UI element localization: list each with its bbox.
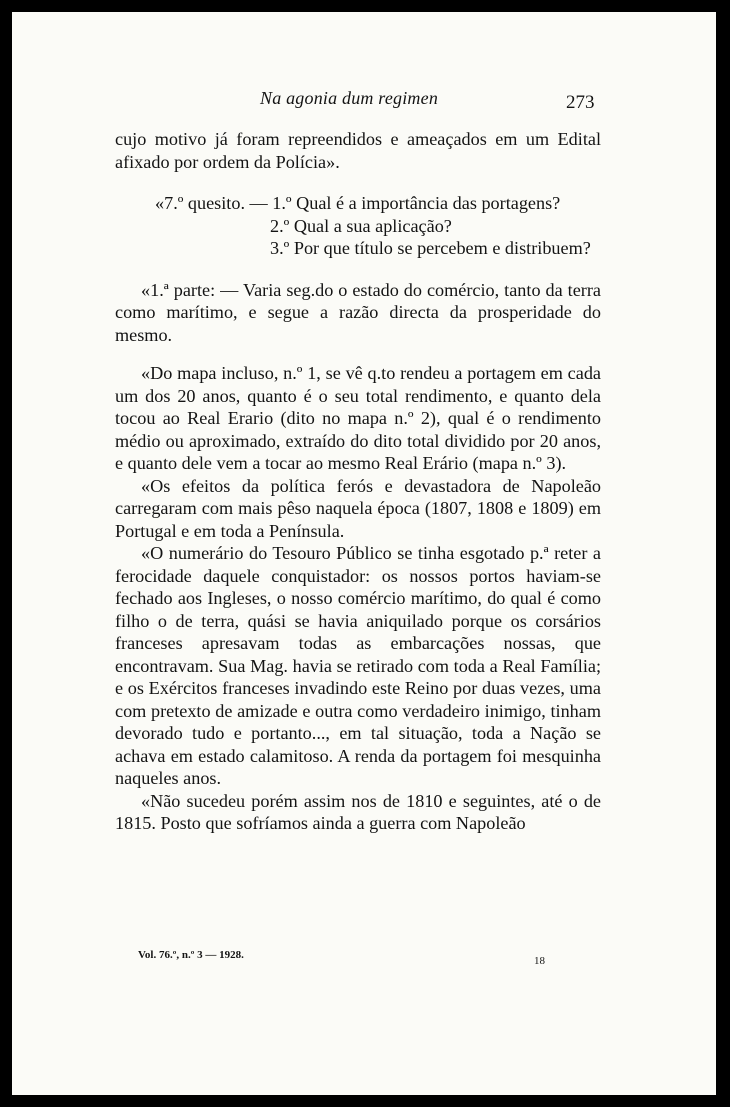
volume-note: Vol. 76.º, n.º 3 — 1928. — [138, 949, 244, 961]
paragraph-first-part: «1.ª parte: — Varia seg.do o estado do comércio, tanto da terra como marítimo, e segue a razão directa da prosperidade do mesmo. — [115, 279, 601, 345]
page-number: 273 — [566, 92, 595, 113]
page-header — [12, 88, 716, 112]
signature-mark: 18 — [534, 955, 545, 967]
page-body — [115, 128, 601, 835]
running-title: Na agonia dum regimen — [260, 88, 439, 108]
paragraph-1810: «Não sucedeu porém assim nos de 1810 e seguintes, até o de 1815. Posto que sofríamos ainda a guerra com Napoleão — [115, 790, 601, 833]
question-line-3: 3.º Por que título se percebem e distribuem? — [270, 238, 591, 258]
question-line-1: «7.º quesito. — 1.º Qual é a importância das portagens? — [155, 193, 561, 213]
paragraph-mapa: «Do mapa incluso, n.º 1, se vê q.to rendeu a portagem em cada um dos 20 anos, quanto é o seu total rendimento, e quanto dela tocou ao Real Erario (dito no mapa n.º 2), qual é o rendimento médio ou aproximado, extraído do dito total dividido por 20 anos, e quanto dele vem a tocar ao mesmo Real Erário (mapa n.º 3). — [115, 363, 601, 473]
paragraph-continuation: cujo motivo já foram repreendidos e ameaçados em um Edital afixado por ordem da Polícia». — [115, 129, 601, 172]
book-page — [12, 12, 716, 1095]
paragraph-napoleao: «Os efeitos da política ferós e devastadora de Napoleão carregaram com mais pêso naquela época (1807, 1808 e 1809) em Portugal e em toda a Península. — [115, 475, 601, 541]
paragraph-tesouro: «O numerário do Tesouro Público se tinha esgotado p.ª reter a ferocidade daquele conquistador: os nossos portos haviam-se fechado aos Ingleses, o nosso comércio marítimo, do qual é como filho o de terra, quási se havia aniquilado porque os corsários franceses apresavam todas as embarcações nossas, que encontravam. Sua Mag. havia se retirado com toda a Real Família; e os Exércitos franceses invadindo este Reino por duas vezes, uma com pretexto de amizade e outra como verdadeiro inimigo, tinham devorado tudo e portanto..., em tal situação, toda a Nação se achava em estado calamitoso. A renda da portagem foi mesquinha naqueles anos. — [115, 543, 601, 788]
page-footer — [12, 949, 716, 971]
question-line-2: 2.º Qual a sua aplicação? — [270, 215, 452, 236]
